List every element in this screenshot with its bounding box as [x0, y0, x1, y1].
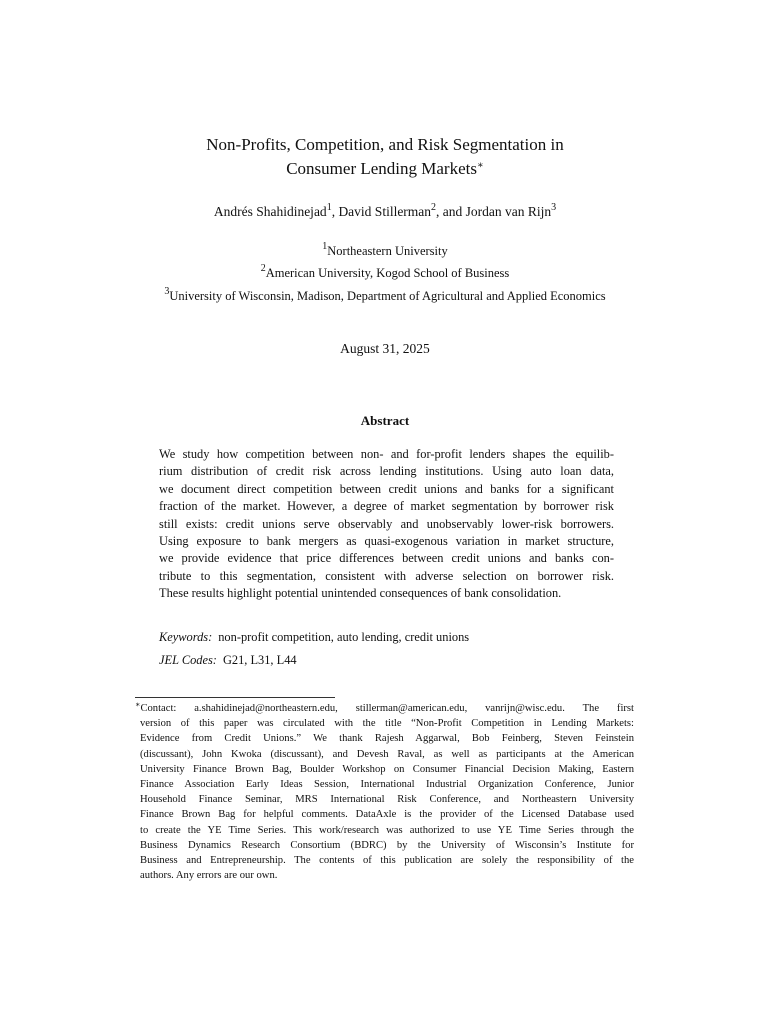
jel-codes — [159, 652, 297, 669]
affiliation-text: Northeastern University — [327, 244, 448, 258]
footnote-marker: ∗ — [135, 700, 141, 709]
publication-date: August 31, 2025 — [340, 341, 430, 356]
affiliation — [0, 243, 770, 259]
footnote-line: Household Finance Seminar, MRS International Risk Conference, and Northeastern University — [140, 794, 634, 806]
affiliation-text: American University, Kogod School of Business — [265, 266, 510, 280]
footnote-line: Finance Association Early Ideas Session, International Industrial Organization Conference, Junior — [140, 779, 634, 791]
author-name: Andrés Shahidinejad — [213, 204, 327, 219]
footnote-rule — [135, 697, 335, 698]
abstract-line: rium distribution of credit risk across lending institutions. Using auto loan data, — [159, 464, 614, 479]
keywords-value: non-profit competition, auto lending, credit unions — [218, 630, 470, 644]
footnote-line: Evidence from Credit Unions.” We thank Rajesh Aggarwal, Bob Feinberg, Steven Feinstein — [140, 733, 634, 745]
paper-title — [0, 133, 770, 181]
abstract-line: We study how competition between non- and for-profit lenders shapes the equilib- — [159, 447, 614, 461]
footnote-line-text: Contact: a.shahidinejad@northeastern.edu, stillerman@american.edu, vanrijn@wisc.edu. The first — [140, 703, 634, 714]
abstract-line: we provide evidence that price differences between credit unions and banks con- — [159, 551, 614, 566]
keywords-label: Keywords: — [159, 630, 213, 644]
title-line-2-text: Consumer Lending Markets — [286, 159, 477, 178]
title-footnote-marker: ∗ — [476, 160, 484, 171]
abstract-line: tribute to this segmentation, consistent with adverse selection on borrower risk. — [159, 568, 614, 583]
author-affiliation-marker: 1 — [326, 202, 332, 213]
title-line-1: Non-Profits, Competition, and Risk Segmentation in — [206, 135, 564, 154]
affiliation — [0, 265, 770, 281]
author-name: David Stillerman — [338, 204, 432, 219]
footnote-line — [135, 700, 634, 716]
abstract-line: These results highlight potential unintended consequences of bank consolidation. — [159, 586, 562, 601]
author-affiliation-marker: 3 — [551, 202, 557, 213]
jel-codes-label: JEL Codes: — [159, 653, 217, 667]
footnote-line: Finance Brown Bag for helpful comments. DataAxle is the provider of the Licensed Database used — [140, 809, 634, 821]
abstract-line: we document direct competition between credit unions and banks for a significant — [159, 481, 614, 496]
footnote-line: Business and Entrepreneurship. The contents of this publication are solely the responsibility of the — [140, 855, 634, 867]
footnote-line: University Finance Brown Bag, Boulder Workshop on Consumer Financial Decision Making, Eastern — [140, 763, 634, 775]
affiliation — [0, 288, 770, 304]
abstract-line: still exists: credit unions serve observably and unobservably lower-risk borrowers. — [159, 516, 614, 531]
footnote-line: authors. Any errors are our own. — [140, 870, 278, 882]
author-separator: , — [331, 204, 339, 219]
abstract-body — [159, 446, 614, 603]
author-name: Jordan van Rijn — [465, 204, 552, 219]
abstract-heading: Abstract — [360, 413, 410, 428]
affiliation-marker: 1 — [322, 241, 328, 252]
affiliation-marker: 3 — [164, 286, 170, 297]
title-footnote — [135, 700, 634, 883]
keywords — [159, 629, 469, 646]
abstract-line: Using exposure to bank mergers as quasi-exogenous variation in market structure, — [159, 534, 614, 549]
title-line-2 — [0, 157, 770, 181]
author-list — [0, 203, 770, 221]
abstract-line: fraction of the market. However, a degree of market segmentation by borrower risk — [159, 499, 614, 514]
footnote-line: Business Dynamics Research Consortium (BDRC) by the University of Wisconsin’s Institute for — [140, 839, 634, 851]
author-affiliation-marker: 2 — [431, 202, 437, 213]
footnote-line: version of this paper was circulated with the title “Non-Profit Competition in Lending Markets: — [140, 718, 634, 730]
affiliation-marker: 2 — [260, 263, 266, 274]
footnote-line: (discussant), John Kwoka (discussant), and Devesh Raval, as well as participants at the American — [140, 748, 634, 760]
jel-codes-value: G21, L31, L44 — [222, 653, 297, 667]
affiliation-text: University of Wisconsin, Madison, Department of Agricultural and Applied Economics — [169, 289, 606, 303]
author-separator: , and — [436, 204, 466, 219]
footnote-line: to create the YE Time Series. This work/research was authorized to use YE Time Series through the — [140, 824, 634, 836]
